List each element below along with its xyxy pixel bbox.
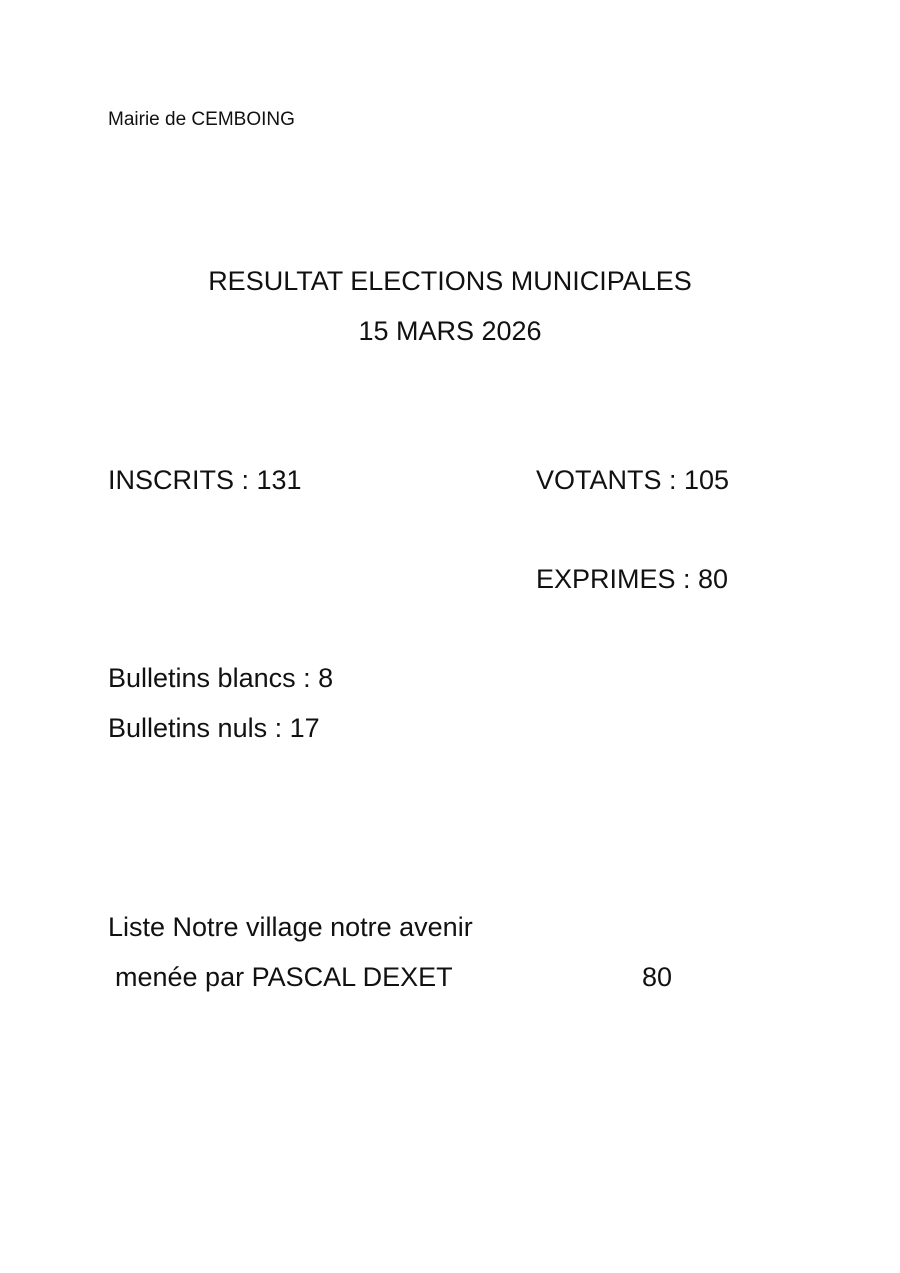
bulletins-blancs-count: Bulletins blancs : 8 [108,663,334,693]
bulletins-nuls-count: Bulletins nuls : 17 [108,713,320,743]
inscrits-count: INSCRITS : 131 [108,465,302,495]
exprimes-count: EXPRIMES : 80 [536,564,729,594]
list-leader: menée par PASCAL DEXET [115,962,453,992]
list-votes: 80 [642,962,673,992]
mairie-header: Mairie de CEMBOING [108,109,295,130]
election-date: 15 MARS 2026 [358,316,542,346]
document-title: RESULTAT ELECTIONS MUNICIPALES [208,266,692,296]
list-name: Liste Notre village notre avenir [108,912,473,942]
votants-count: VOTANTS : 105 [536,465,730,495]
